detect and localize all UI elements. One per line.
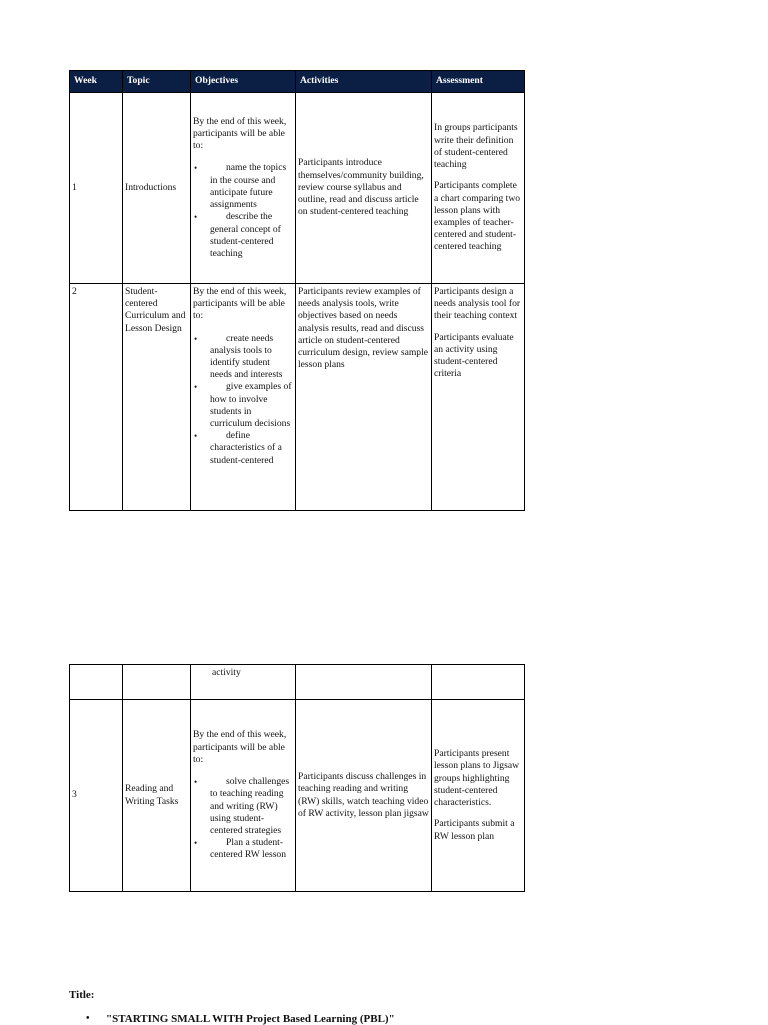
table-row (70, 284, 525, 511)
topic-cell (123, 665, 191, 700)
header-activities: Activities (296, 71, 432, 93)
assessment-cell (432, 665, 525, 700)
list-item: • solve challenges to teaching reading and writing (RW) using student-centered strategies (210, 776, 293, 837)
header-objectives: Objectives (191, 71, 296, 93)
header-topic: Topic (123, 71, 191, 93)
list-item: • create needs analysis tools to identify student needs and interests (210, 333, 293, 382)
objectives-cell (191, 284, 296, 511)
topic-cell: Student-centered Curriculum and Lesson Design (123, 284, 191, 511)
table-header-row (70, 71, 525, 93)
activities-cell: Participants introduce themselves/community building, review course syllabus and outline, read and discuss article on student-centered teaching (296, 93, 432, 284)
header-assessment: Assessment (432, 71, 525, 93)
assessment-cell (432, 700, 525, 892)
activities-cell (296, 665, 432, 700)
objectives-cell (191, 665, 296, 700)
objectives-intro: By the end of this week, participants will be able to: (193, 115, 287, 152)
list-item: • Plan a student-centered RW lesson (210, 837, 293, 861)
objectives-list (193, 162, 293, 260)
objectives-list (193, 333, 293, 467)
assessment-cell (432, 93, 525, 284)
list-item: • describe the general concept of student-centered teaching (210, 211, 293, 260)
topic-cell: Reading and Writing Tasks (123, 700, 191, 892)
objectives-list (193, 776, 293, 861)
list-item: • "STARTING SMALL WITH Project Based Learning (PBL)" (86, 1013, 395, 1025)
assessment-item: Participants submit a RW lesson plan (434, 818, 515, 842)
activities-cell: Participants review examples of needs analysis tools, write objectives based on needs analysis results, read and discuss article on student-centered curriculum design, review sample lesson plans (296, 284, 432, 511)
table-row (70, 700, 525, 892)
assessment-item: Participants present lesson plans to Jigsaw groups highlighting student-centered characteristics. (434, 748, 520, 809)
assessment-item: Participants complete a chart comparing two lesson plans with examples of teacher-centered and student-centered teaching (434, 180, 521, 253)
assessment-item: Participants design a needs analysis tool for their teaching context (434, 286, 521, 322)
title-list (86, 1013, 395, 1025)
objectives-cell (191, 700, 296, 892)
topic-cell: Introductions (123, 93, 191, 284)
week-cell: 1 (70, 93, 123, 284)
week-cell (70, 665, 123, 700)
list-item: • give examples of how to involve students in curriculum decisions (210, 381, 293, 430)
curriculum-table-page-2 (69, 664, 525, 892)
list-item: • define characteristics of a student-centered (210, 430, 293, 467)
assessment-cell (432, 284, 525, 511)
section-title-label: Title: (69, 989, 95, 1001)
objectives-intro: By the end of this week, participants will be able to: (193, 729, 287, 765)
assessment-item: Participants evaluate an activity using student-centered criteria (434, 331, 514, 380)
week-cell: 2 (70, 284, 123, 511)
curriculum-table-page-1 (69, 70, 525, 511)
table-row (70, 93, 525, 284)
header-week: Week (70, 71, 123, 93)
week-cell: 3 (70, 700, 123, 892)
activities-cell: Participants discuss challenges in teaching reading and writing (RW) skills, watch teaching video of RW activity, lesson plan jigsaw (296, 700, 432, 892)
objectives-intro: By the end of this week, participants will be able to: (193, 286, 287, 322)
objectives-cell (191, 93, 296, 284)
list-item: • name the topics in the course and anticipate future assignments (210, 162, 293, 211)
table-row (70, 665, 525, 700)
assessment-item: In groups participants write their definition of student-centered teaching (434, 122, 518, 171)
objectives-continued: activity (212, 667, 241, 678)
